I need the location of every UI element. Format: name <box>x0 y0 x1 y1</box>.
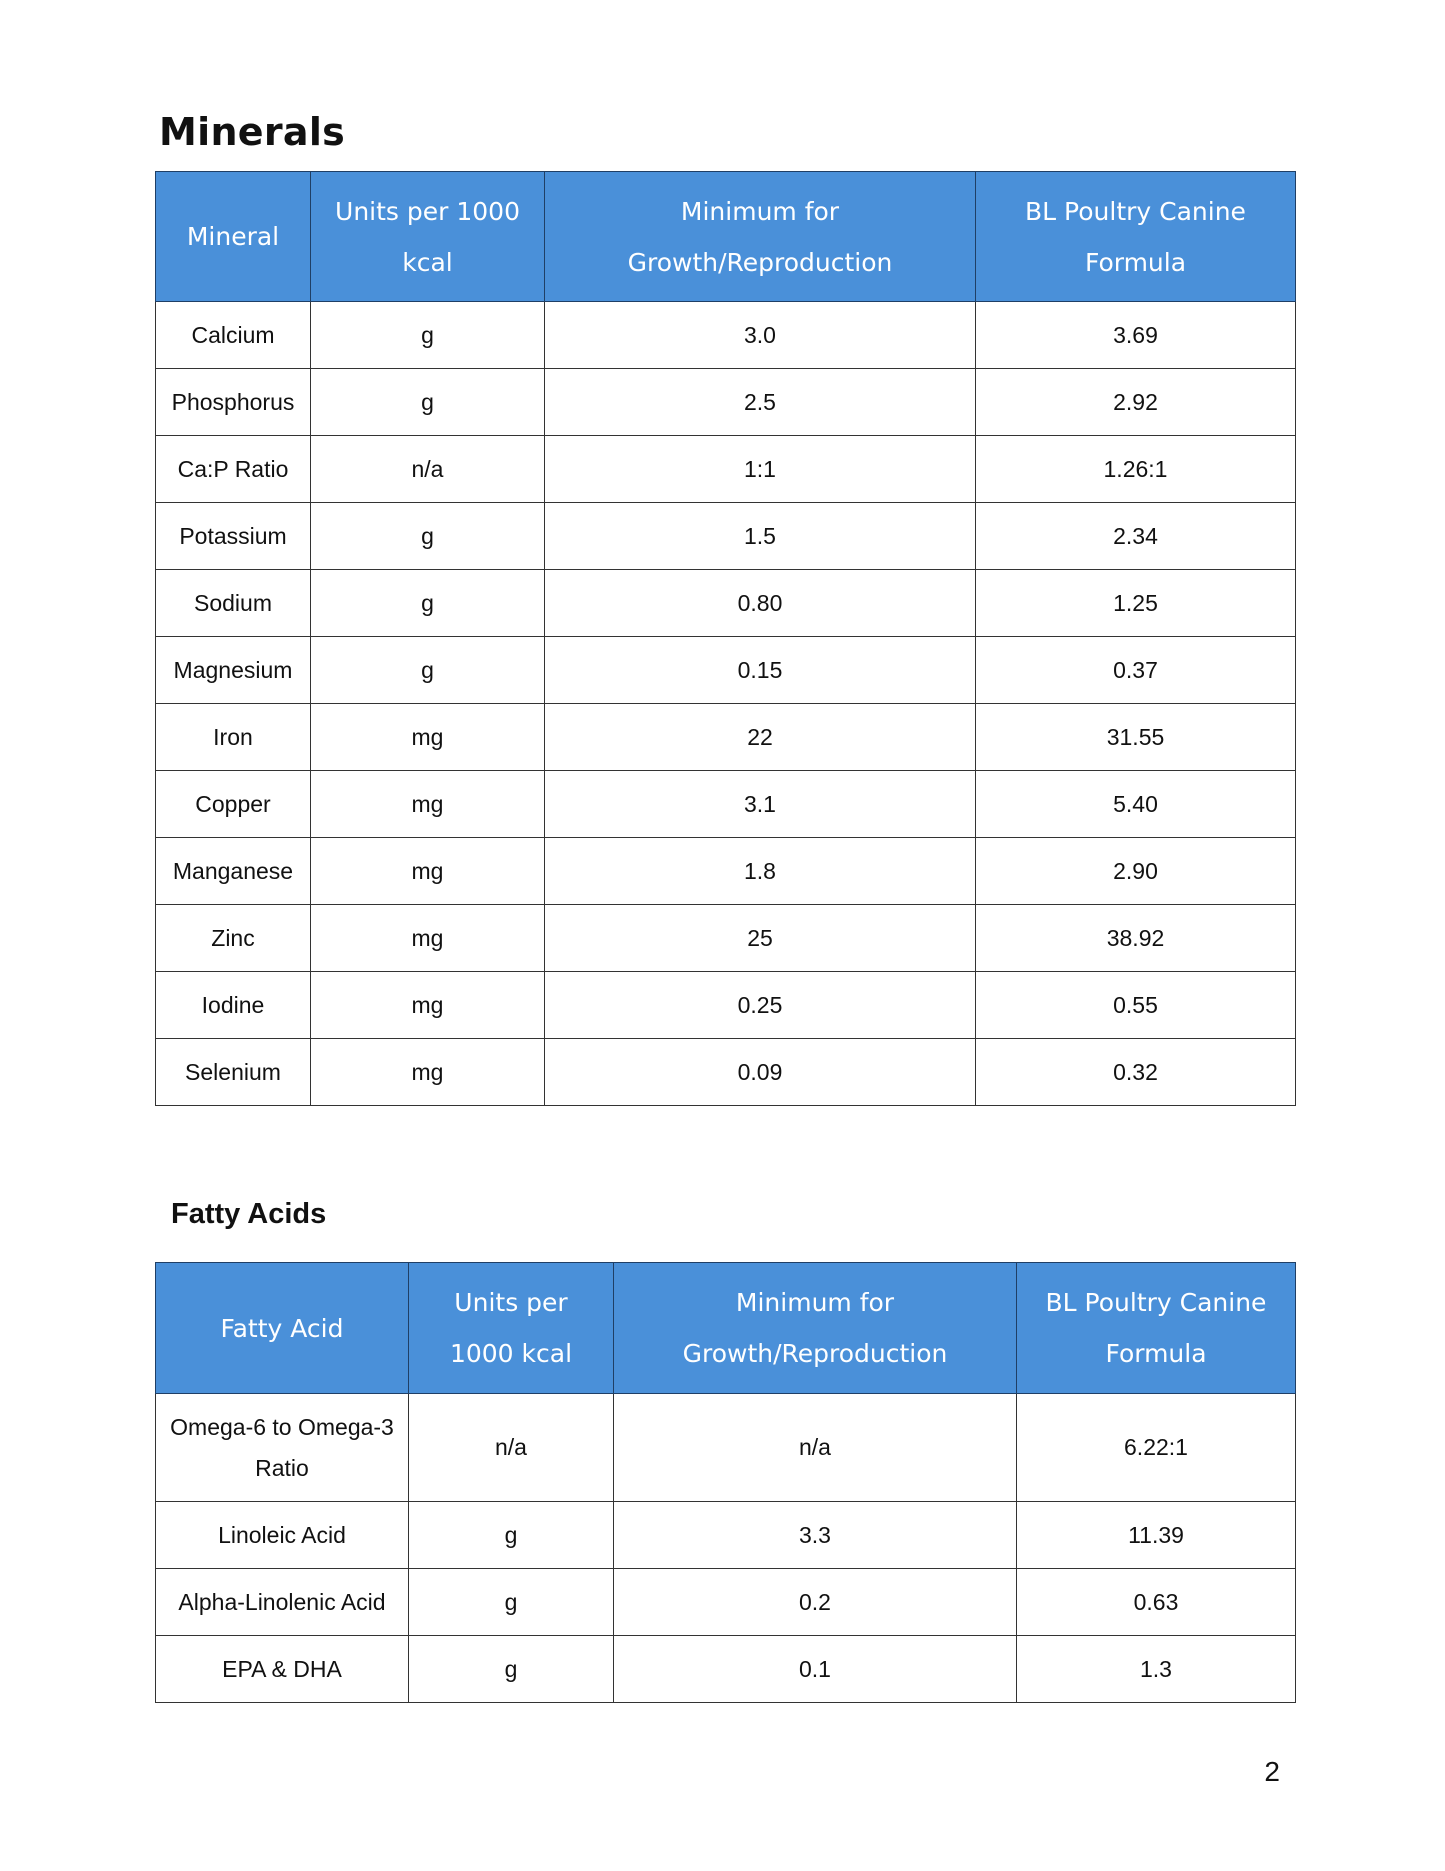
cell-unit: mg <box>311 771 545 838</box>
cell-formula: 0.63 <box>1017 1569 1296 1636</box>
column-header-units: Units per 1000 kcal <box>409 1263 614 1394</box>
table-row <box>156 1039 1296 1106</box>
cell-minimum: 3.0 <box>545 302 976 369</box>
column-header-formula: BL Poultry Canine Formula <box>1017 1263 1296 1394</box>
cell-formula: 3.69 <box>976 302 1296 369</box>
table-row <box>156 637 1296 704</box>
cell-name: Ca:P Ratio <box>156 436 311 503</box>
cell-minimum: 2.5 <box>545 369 976 436</box>
cell-unit: g <box>311 503 545 570</box>
cell-name: Iodine <box>156 972 311 1039</box>
cell-unit: g <box>409 1502 614 1569</box>
cell-unit: g <box>311 570 545 637</box>
cell-minimum: 1:1 <box>545 436 976 503</box>
cell-name: Selenium <box>156 1039 311 1106</box>
table-row <box>156 436 1296 503</box>
minerals-table <box>155 171 1296 1106</box>
cell-name: Alpha-Linolenic Acid <box>156 1569 409 1636</box>
fatty-acids-header-row <box>156 1263 1296 1394</box>
fatty-acids-table <box>155 1262 1296 1703</box>
table-row <box>156 771 1296 838</box>
cell-minimum: 0.80 <box>545 570 976 637</box>
cell-minimum: 0.1 <box>614 1636 1017 1703</box>
cell-unit: g <box>311 369 545 436</box>
table-row <box>156 570 1296 637</box>
cell-formula: 2.92 <box>976 369 1296 436</box>
cell-unit: mg <box>311 704 545 771</box>
cell-name: Iron <box>156 704 311 771</box>
cell-minimum: 0.15 <box>545 637 976 704</box>
cell-name: Omega-6 to Omega-3 Ratio <box>156 1394 409 1502</box>
table-row <box>156 1636 1296 1703</box>
fatty-acids-heading: Fatty Acids <box>171 1198 327 1230</box>
column-header-fatty-acid: Fatty Acid <box>156 1263 409 1394</box>
cell-name: Copper <box>156 771 311 838</box>
table-row <box>156 1569 1296 1636</box>
cell-formula: 1.3 <box>1017 1636 1296 1703</box>
table-row <box>156 302 1296 369</box>
cell-unit: mg <box>311 905 545 972</box>
cell-formula: 2.90 <box>976 838 1296 905</box>
cell-unit: n/a <box>409 1394 614 1502</box>
cell-name: Phosphorus <box>156 369 311 436</box>
cell-unit: mg <box>311 1039 545 1106</box>
cell-formula: 31.55 <box>976 704 1296 771</box>
table-row <box>156 704 1296 771</box>
table-row <box>156 972 1296 1039</box>
cell-minimum: 0.2 <box>614 1569 1017 1636</box>
table-row <box>156 1502 1296 1569</box>
cell-unit: g <box>409 1636 614 1703</box>
table-row <box>156 369 1296 436</box>
minerals-heading: Minerals <box>159 110 346 154</box>
cell-minimum: 22 <box>545 704 976 771</box>
cell-unit: g <box>311 302 545 369</box>
cell-minimum: n/a <box>614 1394 1017 1502</box>
cell-minimum: 1.8 <box>545 838 976 905</box>
cell-minimum: 1.5 <box>545 503 976 570</box>
cell-name: EPA & DHA <box>156 1636 409 1703</box>
cell-formula: 38.92 <box>976 905 1296 972</box>
cell-name: Sodium <box>156 570 311 637</box>
cell-unit: g <box>409 1569 614 1636</box>
table-row <box>156 1394 1296 1502</box>
table-row <box>156 838 1296 905</box>
cell-name: Potassium <box>156 503 311 570</box>
column-header-minimum: Minimum for Growth/Reproduction <box>545 172 976 302</box>
page-number: 2 <box>1264 1756 1280 1787</box>
cell-minimum: 3.3 <box>614 1502 1017 1569</box>
cell-unit: g <box>311 637 545 704</box>
cell-formula: 0.55 <box>976 972 1296 1039</box>
cell-formula: 0.32 <box>976 1039 1296 1106</box>
cell-name: Magnesium <box>156 637 311 704</box>
cell-name: Manganese <box>156 838 311 905</box>
cell-formula: 0.37 <box>976 637 1296 704</box>
table-row <box>156 905 1296 972</box>
table-row <box>156 503 1296 570</box>
cell-formula: 2.34 <box>976 503 1296 570</box>
cell-name: Zinc <box>156 905 311 972</box>
cell-minimum: 25 <box>545 905 976 972</box>
column-header-minimum: Minimum for Growth/Reproduction <box>614 1263 1017 1394</box>
column-header-units: Units per 1000 kcal <box>311 172 545 302</box>
cell-formula: 11.39 <box>1017 1502 1296 1569</box>
cell-unit: mg <box>311 972 545 1039</box>
minerals-header-row <box>156 172 1296 302</box>
cell-formula: 1.25 <box>976 570 1296 637</box>
cell-name: Linoleic Acid <box>156 1502 409 1569</box>
cell-formula: 1.26:1 <box>976 436 1296 503</box>
cell-minimum: 3.1 <box>545 771 976 838</box>
cell-formula: 6.22:1 <box>1017 1394 1296 1502</box>
cell-formula: 5.40 <box>976 771 1296 838</box>
cell-minimum: 0.09 <box>545 1039 976 1106</box>
column-header-mineral: Mineral <box>156 172 311 302</box>
cell-name: Calcium <box>156 302 311 369</box>
cell-minimum: 0.25 <box>545 972 976 1039</box>
cell-unit: n/a <box>311 436 545 503</box>
cell-unit: mg <box>311 838 545 905</box>
column-header-formula: BL Poultry Canine Formula <box>976 172 1296 302</box>
